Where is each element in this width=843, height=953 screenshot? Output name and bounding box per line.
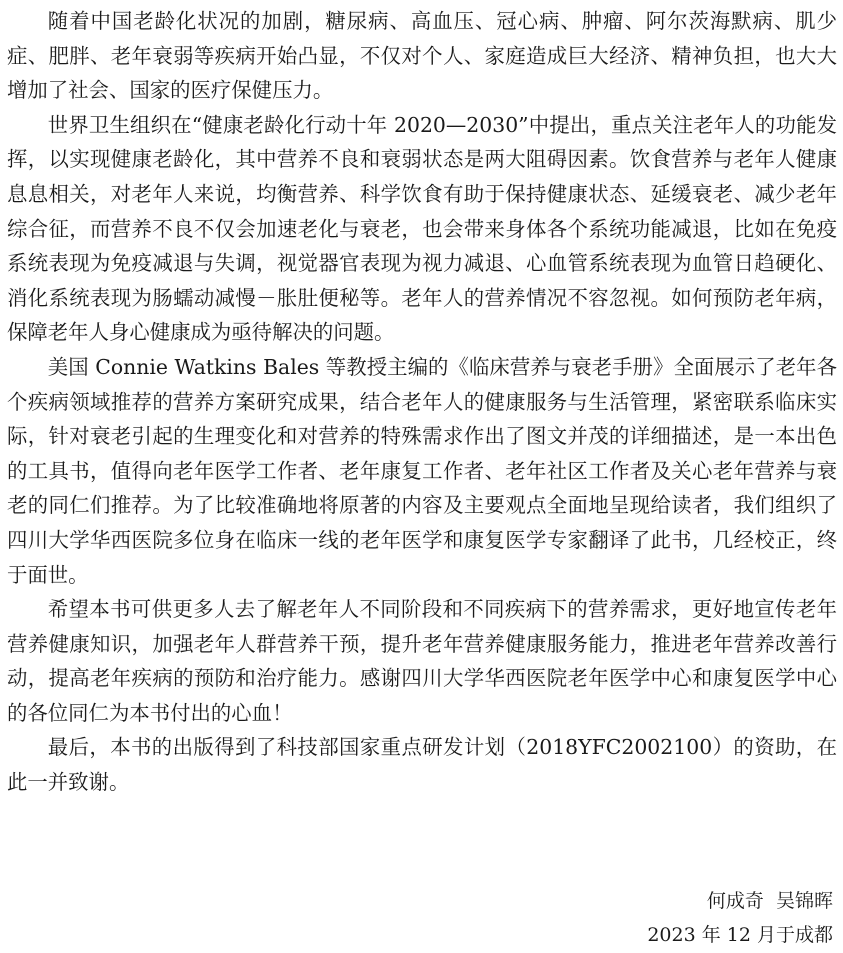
paragraph-book-purpose: 希望本书可供更多人去了解老年人不同阶段和不同疾病下的营养需求，更好地宣传老年营养健康知识，加强老年人群营养干预，提升老年营养健康服务能力，推进老年营养改善行动，提高老年疾病的预防和治疗能力。感谢四川大学华西医院老年医学中心和康复医学中心的各位同仁为本书付出的心血！ bbox=[7, 597, 837, 725]
paragraph-acknowledgement: 最后，本书的出版得到了科技部国家重点研发计划（2018YFC2002100）的资助，在此一并致谢。 bbox=[7, 735, 837, 795]
signature-date-place: 2023 年 12 月于成都 bbox=[647, 924, 833, 946]
paragraph-aging-diseases: 随着中国老龄化状况的加剧，糖尿病、高血压、冠心病、肿瘤、阿尔茨海默病、肌少症、肥胖、老年衰弱等疾病开始凸显，不仅对个人、家庭造成巨大经济、精神负担，也大大增加了社会、国家的医疗保健压力。 bbox=[7, 9, 837, 103]
paragraph-book-introduction: 美国 Connie Watkins Bales 等教授主编的《临床营养与衰老手册》全面展示了老年各个疾病领域推荐的营养方案研究成果，结合老年人的健康服务与生活管理，紧密联系临床实际，针对衰老引起的生理变化和对营养的特殊需求作出了图文并茂的详细描述，是一本出色的工具书，值得向老年医学工作者、老年康复工作者、老年社区工作者及关心老年营养与衰老的同仁们推荐。为了比较准确地将原著的内容及主要观点全面地呈现给读者，我们组织了四川大学华西医院多位身在临床一线的老年医学和康复医学专家翻译了此书，几经校正，终于面世。 bbox=[7, 354, 837, 587]
preface-body bbox=[7, 4, 837, 800]
paragraph-who-healthy-aging: 世界卫生组织在“健康老龄化行动十年 2020—2030”中提出，重点关注老年人的功能发挥，以实现健康老龄化，其中营养不良和衰弱状态是两大阻碍因素。饮食营养与老年人健康息息相关，对老年人来说，均衡营养、科学饮食有助于保持健康状态、延缓衰老、减少老年综合征，而营养不良不仅会加速老化与衰老，也会带来身体各个系统功能减退，比如在免疫系统表现为免疫减退与失调，视觉器官表现为视力减退、心血管系统表现为血管日趋硬化、消化系统表现为肠蠕动减慢－胀肚便秘等。老年人的营养情况不容忽视。如何预防老年病，保障老年人身心健康成为亟待解决的问题。 bbox=[7, 112, 837, 345]
signature-authors: 何成奇 吴锦晖 bbox=[706, 890, 833, 912]
signature-block bbox=[647, 884, 833, 952]
